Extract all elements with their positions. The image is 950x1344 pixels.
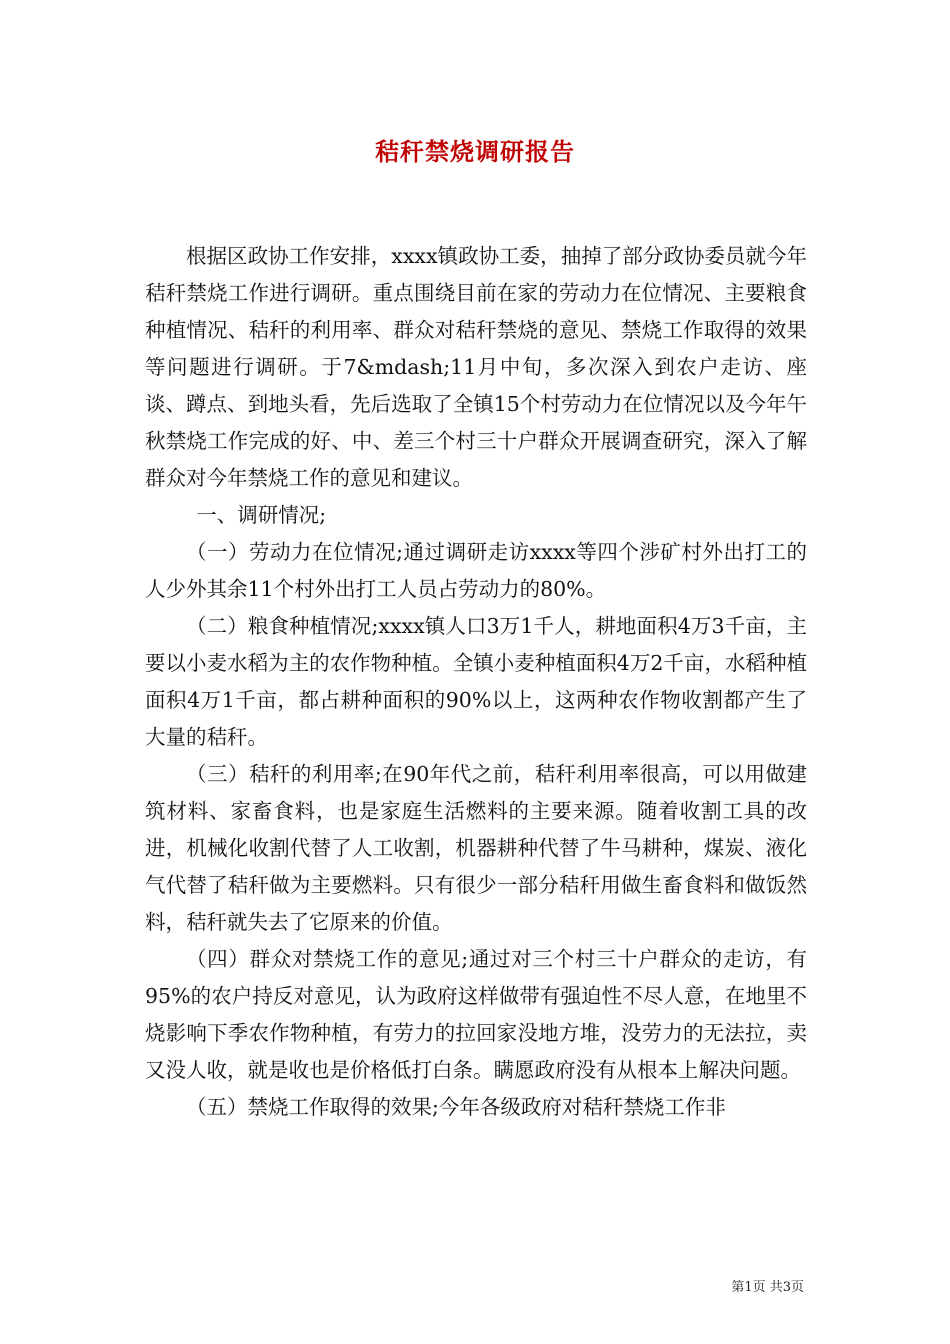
paragraph-grain: （二）粮食种植情况;xxxx镇人口3万1千人，耕地面积4万3千亩，主要以小麦水稻为主的农作物种植。全镇小麦种植面积4万2千亩，水稻种植面积4万1千亩，都占耕种面积的90%以上，这两种农作物收割都产生了大量的秸秆。 xyxy=(145,614,807,749)
document-title: 秸秆禁烧调研报告 xyxy=(375,137,575,166)
paragraph-opinions: （四）群众对禁烧工作的意见;通过对三个村三十户群众的走访，有95%的农户持反对意见，认为政府这样做带有强迫性不尽人意，在地里不烧影响下季农作物种植，有劳力的拉回家没地方堆，没劳力的无法拉，卖又没人收，就是收也是价格低打白条。瞒愿政府没有从根本上解决问题。 xyxy=(145,947,807,1082)
paragraph-labor: （一）劳动力在位情况;通过调研走访xxxx等四个涉矿村外出打工的人少外其余11个村外出打工人员占劳动力的80%。 xyxy=(145,540,807,601)
paragraph-intro: 根据区政协工作安排，xxxx镇政协工委，抽掉了部分政协委员就今年秸秆禁烧工作进行调研。重点围绕目前在家的劳动力在位情况、主要粮食种植情况、秸秆的利用率、群众对秸秆禁烧的意见、禁烧工作取得的效果等问题进行调研。于7&mdash;11月中旬，多次深入到农户走访、座谈、蹲点、到地头看，先后选取了全镇15个村劳动力在位情况以及今年午秋禁烧工作完成的好、中、差三个村三十户群众开展调查研究，深入了解群众对今年禁烧工作的意见和建议。 xyxy=(145,244,807,490)
document-body xyxy=(145,238,807,1126)
section-heading: 一、调研情况; xyxy=(196,503,327,527)
paragraph-effects: （五）禁烧工作取得的效果;今年各级政府对秸秆禁烧工作非 xyxy=(186,1095,726,1119)
paragraph-utilization: （三）秸秆的利用率;在90年代之前，秸秆利用率很高，可以用做建筑材料、家畜食料，也是家庭生活燃料的主要来源。随着收割工具的改进，机械化收割代替了人工收割，机器耕种代替了牛马耕种，煤炭、液化气代替了秸秆做为主要燃料。只有很少一部分秸秆用做生畜食料和做饭然料，秸秆就失去了它原来的价值。 xyxy=(145,762,807,934)
page-number: 第1页 共3页 xyxy=(731,1280,804,1295)
